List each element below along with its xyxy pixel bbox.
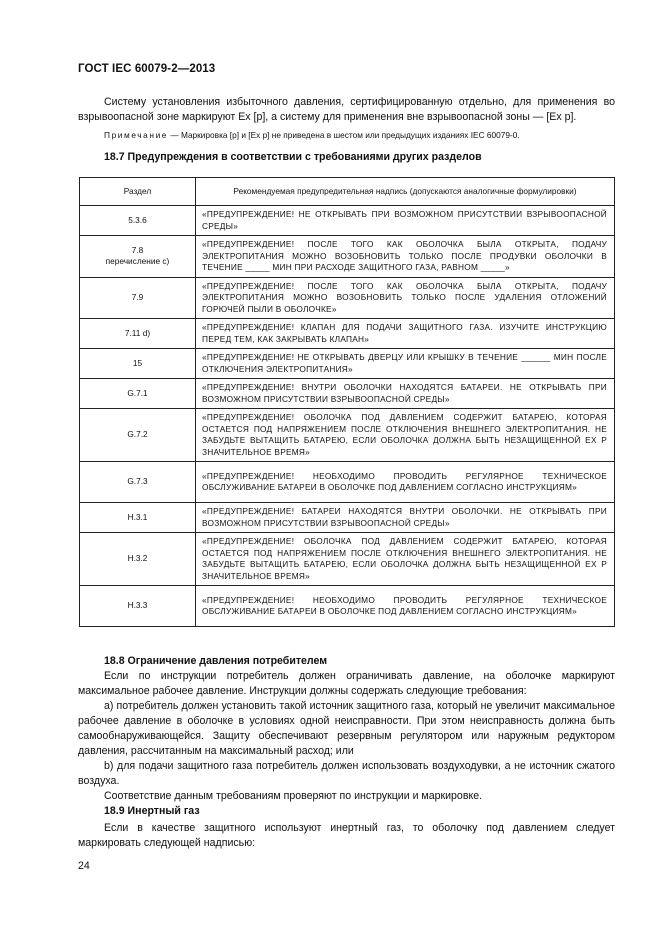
row-section-ref: H.3.3 <box>80 586 196 627</box>
row-section-ref: 7.9 <box>80 277 196 319</box>
note-text: — Маркировка [p] и [Ex p] не приведена в шестом или предыдущих изданиях IEC 60079-0. <box>168 130 520 140</box>
table-row <box>80 379 615 409</box>
table-row <box>80 409 615 462</box>
row-warning-text: «ПРЕДУПРЕЖДЕНИЕ! НЕ ОТКРЫВАТЬ ДВЕРЦУ ИЛИ КРЫШКУ В ТЕЧЕНИЕ ______ МИН ПОСЛЕ ОТКЛЮЧЕНИЯ ЭЛЕКТРОПИТАНИЯ» <box>196 349 615 379</box>
row-section-ref: 7.8 перечисление с) <box>80 236 196 278</box>
section-18-8-paragraph-1: Если по инструкции потребитель должен ограничивать давление, на оболочке маркируют максимальное рабочее давление. Инструкции должны содержать следующие требования: <box>78 670 615 697</box>
row-section-ref: G.7.2 <box>80 409 196 462</box>
section-18-8-item-b: b) для подачи защитного газа потребитель должен использовать воздуходувки, а не источник сжатого воздуха. <box>78 760 615 787</box>
intro-paragraph: Систему установления избыточного давления, сертифицированную отдельно, для применения во взрывоопасной зоне маркируют Ex [p], а систему для применения вне взрывоопасной зоны — [Ex p]. <box>78 96 615 123</box>
row-section-ref: 5.3.6 <box>80 206 196 236</box>
table-row <box>80 277 615 319</box>
table-row <box>80 503 615 533</box>
row-warning-text: «ПРЕДУПРЕЖДЕНИЕ! НЕОБХОДИМО ПРОВОДИТЬ РЕГУЛЯРНОЕ ТЕХНИЧЕСКОЕ ОБСЛУЖИВАНИЕ БАТАРЕИ В ОБОЛОЧКЕ ПОД ДАВЛЕНИЕМ СОГЛАСНО ИНСТРУКЦИЯМ» <box>196 462 615 503</box>
section-18-9-paragraph-1: Если в качестве защитного используют инертный газ, то оболочку под давлением следует маркировать следующей надписью: <box>78 822 615 849</box>
row-warning-text: «ПРЕДУПРЕЖДЕНИЕ! КЛАПАН ДЛЯ ПОДАЧИ ЗАЩИТНОГО ГАЗА. ИЗУЧИТЕ ИНСТРУКЦИЮ ПЕРЕД ТЕМ, КАК ЗАКРЫВАТЬ КЛАПАН» <box>196 319 615 349</box>
table-row <box>80 236 615 278</box>
row-section-ref: H.3.1 <box>80 503 196 533</box>
row-warning-text: «ПРЕДУПРЕЖДЕНИЕ! ВНУТРИ ОБОЛОЧКИ НАХОДЯТСЯ БАТАРЕИ. НЕ ОТКРЫВАТЬ ПРИ ВОЗМОЖНОМ ПРИСУТСТВИИ ВЗРЫВООПАСНОЙ СРЕДЫ» <box>196 379 615 409</box>
column-header-section: Раздел <box>80 178 196 206</box>
table-row <box>80 349 615 379</box>
row-section-ref: H.3.2 <box>80 533 196 586</box>
table-row <box>80 462 615 503</box>
column-header-warning: Рекомендуемая предупредительная надпись (допускаются аналогичные формулировки) <box>196 178 615 206</box>
row-warning-text: «ПРЕДУПРЕЖДЕНИЕ! БАТАРЕИ НАХОДЯТСЯ ВНУТРИ ОБОЛОЧКИ. НЕ ОТКРЫВАТЬ ПРИ ВОЗМОЖНОМ ПРИСУТСТВИИ ВЗРЫВООПАСНОЙ СРЕДЫ» <box>196 503 615 533</box>
row-section-ref: G.7.1 <box>80 379 196 409</box>
row-section-ref: G.7.3 <box>80 462 196 503</box>
row-warning-text: «ПРЕДУПРЕЖДЕНИЕ! ПОСЛЕ ТОГО КАК ОБОЛОЧКА БЫЛА ОТКРЫТА, ПОДАЧУ ЭЛЕКТРОПИТАНИЯ МОЖНО ВОЗОБНОВИТЬ ТОЛЬКО ПОСЛЕ ПРОДУВКИ ОБОЛОЧКИ В ТЕЧЕНИЕ _____ МИН ПРИ РАСХОДЕ ЗАЩИТНОГО ГАЗА, РАВНОМ _____» <box>196 236 615 278</box>
section-18-8-paragraph-4: Соответствие данным требованиям проверяют по инструкции и маркировке. <box>104 790 483 802</box>
row-section-ref: 15 <box>80 349 196 379</box>
page-number: 24 <box>78 860 90 872</box>
section-18-8-title: 18.8 Ограничение давления потребителем <box>104 655 328 667</box>
standard-header: ГОСТ IEC 60079-2—2013 <box>78 63 216 75</box>
section-18-7-title: 18.7 Предупреждения в соответствии с требованиями других разделов <box>104 151 482 163</box>
table-row <box>80 586 615 627</box>
table-row <box>80 206 615 236</box>
section-18-8-item-a: а) потребитель должен установить такой источник защитного газа, который не увеличит максимальное рабочее давление в оболочке в условиях одной неисправности. При этом неисправность должна быть самообнаруживающейся. Защиту обеспечивают резервным регулятором или наружным редуктором давления, рассчитанным на максимальный расход; или <box>78 700 615 757</box>
row-warning-text: «ПРЕДУПРЕЖДЕНИЕ! ОБОЛОЧКА ПОД ДАВЛЕНИЕМ СОДЕРЖИТ БАТАРЕЮ, КОТОРАЯ ОСТАЕТСЯ ПОД НАПРЯЖЕНИЕМ ПОСЛЕ ОТКЛЮЧЕНИЯ ВНЕШНЕГО ЭЛЕКТРОПИТАНИЯ. НЕ ЗАБУДЬТЕ ВЫТАЩИТЬ БАТАРЕЮ, ЕСЛИ ОБОЛОЧКА ДОЛЖНА БЫТЬ НЕЗАЩИЩЕННОЙ ЕХ Р ЗНАЧИТЕЛЬНОЕ ВРЕМЯ» <box>196 533 615 586</box>
row-warning-text: «ПРЕДУПРЕЖДЕНИЕ! НЕОБХОДИМО ПРОВОДИТЬ РЕГУЛЯРНОЕ ТЕХНИЧЕСКОЕ ОБСЛУЖИВАНИЕ БАТАРЕИ В ОБОЛОЧКЕ ПОД ДАВЛЕНИЕМ СОГЛАСНО ИНСТРУКЦИЯМ» <box>196 586 615 627</box>
table-row <box>80 533 615 586</box>
note <box>78 130 615 141</box>
row-warning-text: «ПРЕДУПРЕЖДЕНИЕ! ПОСЛЕ ТОГО КАК ОБОЛОЧКА БЫЛА ОТКРЫТА, ПОДАЧУ ЭЛЕКТРОПИТАНИЯ МОЖНО ВОЗОБНОВИТЬ ТОЛЬКО ПОСЛЕ УДАЛЕНИЯ ОТЛОЖЕНИЙ ГОРЮЧЕЙ ПЫЛИ В ОБОЛОЧКЕ» <box>196 277 615 319</box>
section-18-9-title: 18.9 Инертный газ <box>104 805 200 817</box>
row-warning-text: «ПРЕДУПРЕЖДЕНИЕ! ОБОЛОЧКА ПОД ДАВЛЕНИЕМ СОДЕРЖИТ БАТАРЕЮ, КОТОРАЯ ОСТАЕТСЯ ПОД НАПРЯЖЕНИЕМ ПОСЛЕ ОТКЛЮЧЕНИЯ ВНЕШНЕГО ЭЛЕКТРОПИТАНИЯ. НЕ ЗАБУДЬТЕ ВЫТАЩИТЬ БАТАРЕЮ, ЕСЛИ ОБОЛОЧКА ДОЛЖНА БЫТЬ НЕЗАЩИЩЕННОЙ ЕХ Р ЗНАЧИТЕЛЬНОЕ ВРЕМЯ» <box>196 409 615 462</box>
table-header-row <box>80 178 615 206</box>
warnings-table <box>79 177 615 627</box>
table-body <box>80 206 615 627</box>
row-section-ref: 7.11 d) <box>80 319 196 349</box>
row-warning-text: «ПРЕДУПРЕЖДЕНИЕ! НЕ ОТКРЫВАТЬ ПРИ ВОЗМОЖНОМ ПРИСУТСТВИИ ВЗРЫВООПАСНОЙ СРЕДЫ» <box>196 206 615 236</box>
table-row <box>80 319 615 349</box>
note-label: Примечание <box>104 130 169 140</box>
